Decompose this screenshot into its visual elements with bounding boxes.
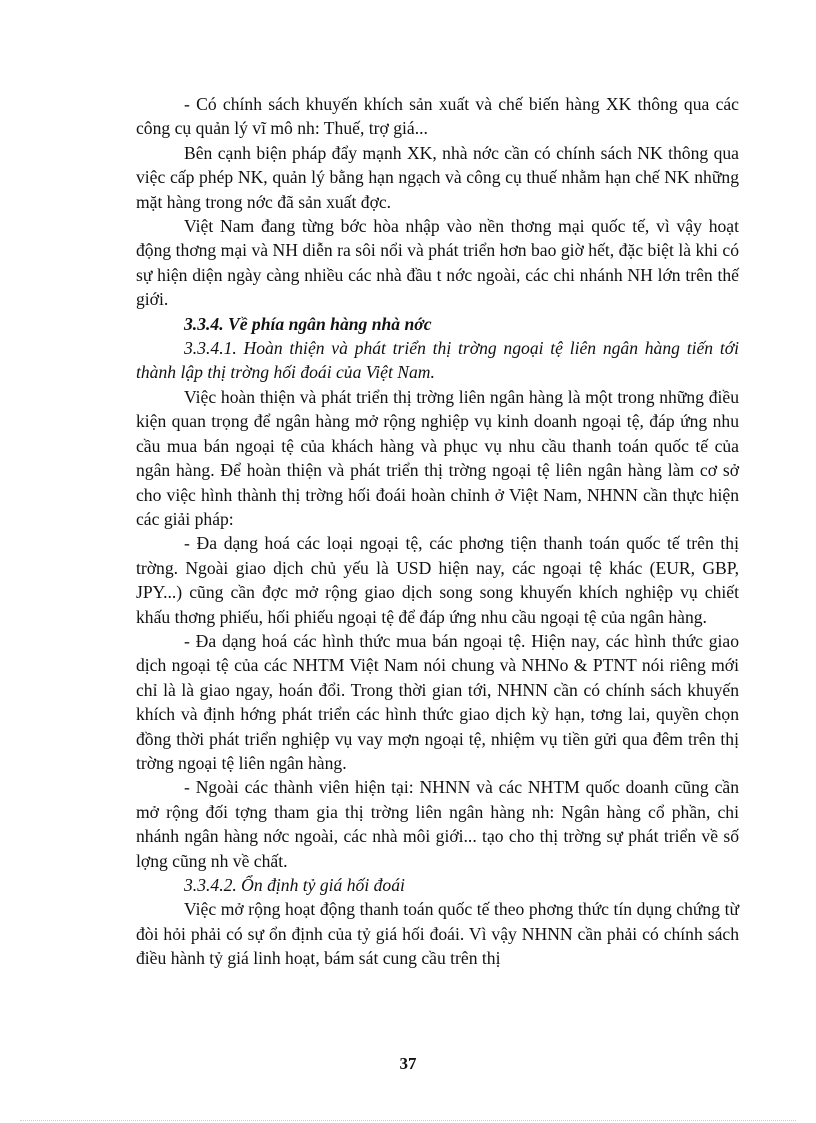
section-heading-central-bank: 3.3.4. Về phía ngân hàng nhà nớc <box>184 313 432 334</box>
paragraph-interbank-market: Việc hoàn thiện và phát triển thị trờng liên ngân hàng là một trong những điều kiện quan trọng để ngân hàng mở rộng nghiệp vụ kinh doanh ngoại tệ, đáp ứng nhu cầu mua bán ngoại tệ của khách hàng và phục vụ nhu cầu thanh toán quốc tế của ngân hàng. Để hoàn thiện và phát triển thị trờng ngoại tệ liên ngân hàng làm cơ sở cho việc hình thành thị trờng hối đoái hoàn chỉnh ở Việt Nam, NHNN cần thực hiện các giải pháp: <box>136 386 739 529</box>
paragraph-diversify-currencies: - Đa dạng hoá các loại ngoại tệ, các phơng tiện thanh toán quốc tế trên thị trờng. Ngoài giao dịch chủ yếu là USD hiện nay, các ngoại tệ khác (EUR, GBP, JPY...) cũng cần đợc mở rộng giao dịch song song khuyến khích nghiệp vụ chiết khấu thơng phiếu, hối phiếu ngoại tệ để đáp ứng nhu cầu ngoại tệ của ngân hàng. <box>136 533 739 627</box>
footer-divider <box>20 1120 796 1121</box>
subsection-heading-exchange-rate: 3.3.4.2. Ổn định tỷ giá hối đoái <box>184 875 405 895</box>
paragraph-export-policy: - Có chính sách khuyến khích sản xuất và chế biến hàng XK thông qua các công cụ quản lý vĩ mô nh: Thuế, trợ giá... <box>136 94 739 139</box>
paragraph-import-policy: Bên cạnh biện pháp đẩy mạnh XK, nhà nớc cần có chính sách NK thông qua việc cấp phép NK, quản lý bằng hạn ngạch và công cụ thuế nhằm hạn chế NK những mặt hàng trong nớc đã sản xuất đợc. <box>136 142 739 212</box>
document-page <box>136 92 739 971</box>
page-number: 37 <box>399 1054 417 1073</box>
paragraph-diversify-forms: - Đa dạng hoá các hình thức mua bán ngoại tệ. Hiện nay, các hình thức giao dịch ngoại tệ của các NHTM Việt Nam nói chung và NHNo & PTNT nói riêng mới chỉ là là giao ngay, hoán đổi. Trong thời gian tới, NHNN cần có chính sách khuyến khích và định hớng phát triển các hình thức giao dịch kỳ hạn, tơng lai, quyền chọn đồng thời phát triển nghiệp vụ vay mợn ngoại tệ, nhiệm vụ tiền gửi qua đêm trên thị trờng ngoại tệ liên ngân hàng. <box>136 630 739 773</box>
paragraph-vietnam-integration: Việt Nam đang từng bớc hòa nhập vào nền thơng mại quốc tế, vì vậy hoạt động thơng mại và NH diễn ra sôi nổi và phát triển hơn bao giờ hết, đặc biệt là khi có sự hiện diện ngày càng nhiều các nhà đầu t nớc ngoài, các chi nhánh NH lớn trên thế giới. <box>136 216 739 310</box>
paragraph-exchange-rate: Việc mở rộng hoạt động thanh toán quốc tế theo phơng thức tín dụng chứng từ đòi hỏi phải có sự ổn định của tỷ giá hối đoái. Vì vậy NHNN cần phải có chính sách điều hành tỷ giá linh hoạt, bám sát cung cầu trên thị <box>136 899 739 969</box>
paragraph-expand-members: - Ngoài các thành viên hiện tại: NHNN và các NHTM quốc doanh cũng cần mở rộng đối tợng tham gia thị trờng liên ngân hàng nh: Ngân hàng cổ phần, chi nhánh ngân hàng nớc ngoài, các nhà môi giới... tạo cho thị trờng sự phát triển về số lợng cũng nh về chất. <box>136 777 739 871</box>
subsection-heading-interbank-market: 3.3.4.1. Hoàn thiện và phát triển thị trờng ngoại tệ liên ngân hàng tiến tới thành lập thị trờng hối đoái của Việt Nam. <box>136 338 739 383</box>
